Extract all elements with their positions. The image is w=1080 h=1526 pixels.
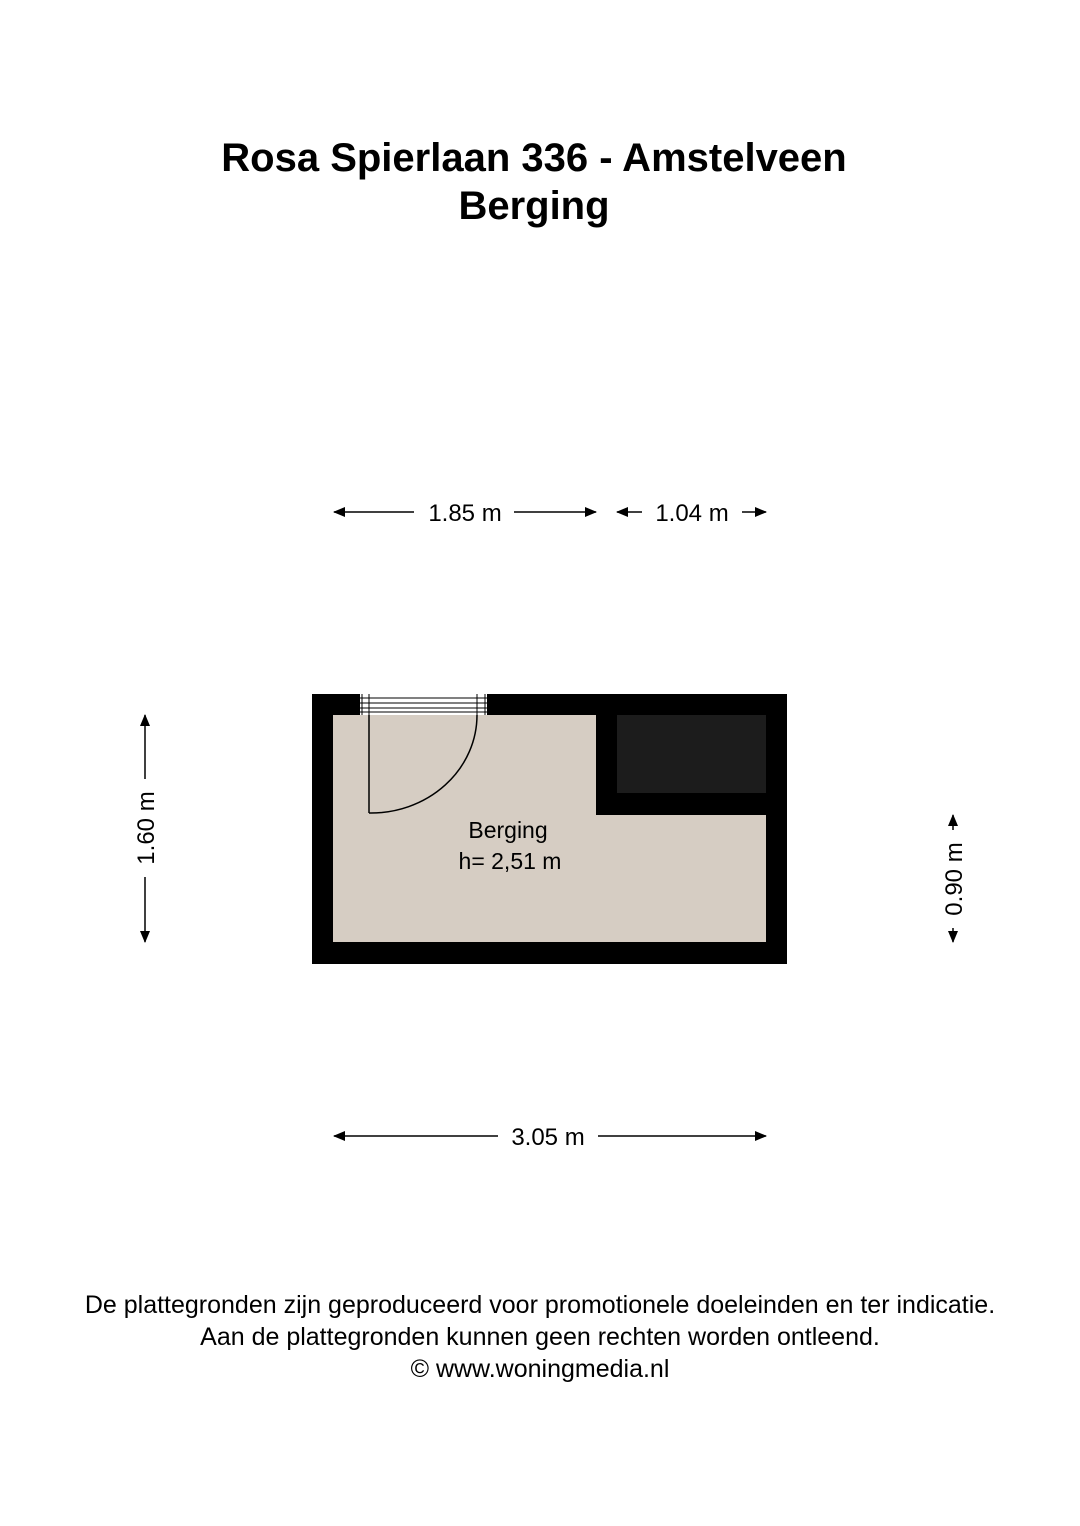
disclaimer-line-2: Aan de plattegronden kunnen geen rechten worden ontleend. (200, 1323, 880, 1351)
address-title: Rosa Spierlaan 336 - Amstelveen (221, 136, 847, 180)
copyright-line: © www.woningmedia.nl (410, 1355, 670, 1383)
dark-area (617, 715, 766, 793)
dim-left: 1.60 m (133, 791, 160, 865)
room-height: h= 2,51 m (458, 848, 562, 874)
dim-right: 0.90 m (941, 842, 968, 916)
disclaimer-line-1: De plattegronden zijn geproduceerd voor promotionele doeleinden en ter indicatie. (84, 1291, 996, 1319)
dim-top-left: 1.85 m (428, 500, 502, 527)
dim-top-right: 1.04 m (655, 500, 729, 527)
room-name: Berging (468, 817, 548, 843)
dim-bottom: 3.05 m (511, 1124, 585, 1151)
floor-title: Berging (458, 184, 610, 228)
